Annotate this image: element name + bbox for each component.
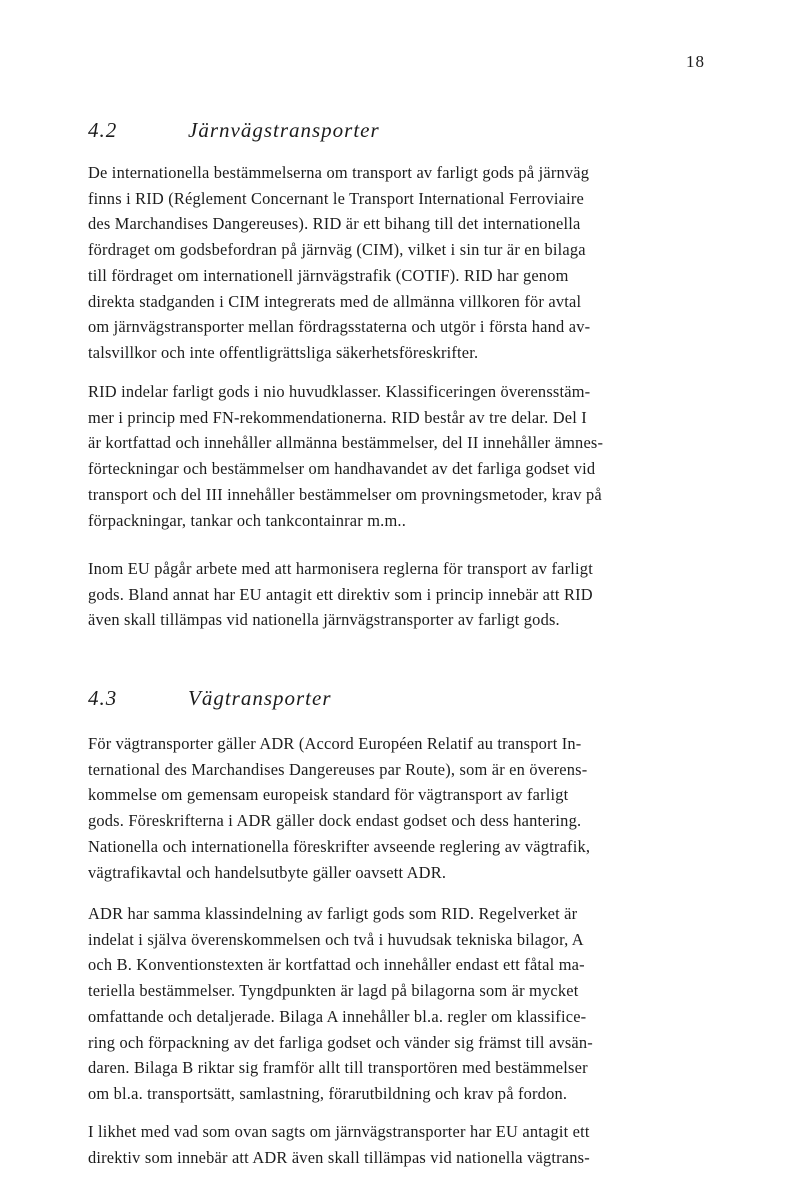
paragraph-line: ring och förpackning av det farliga godset och vänder sig främst till avsän- [88,1032,593,1052]
paragraph-line: indelat i själva överenskommelsen och två i huvudsak tekniska bilagor, A [88,929,584,949]
page-number: 18 [686,52,705,71]
section-number: 4.2 [88,118,118,142]
paragraph-line: De internationella bestämmelserna om transport av farligt gods på järnväg [88,163,590,182]
paragraph-line: daren. Bilaga B riktar sig framför allt till transportören med bestämmelser [88,1058,588,1078]
paragraph-line: Inom EU pågår arbete med att harmonisera reglerna för transport av farligt [88,559,593,578]
paragraph-line: fördraget om godsbefordran på järnväg (CIM), vilket i sin tur är en bilaga [88,240,586,260]
paragraph-line: transport och del III innehåller bestämmelser om provningsmetoder, krav på [88,484,602,504]
paragraph-line: ADR har samma klassindelning av farligt gods som RID. Regelverket är [88,904,578,923]
paragraph [88,901,708,1107]
section-number: 4.3 [88,686,118,710]
paragraph-line: och B. Konventionstexten är kortfattad och innehåller endast ett fåtal ma- [88,955,585,975]
paragraph-line: vägtrafikavtal och handelsutbyte gäller oavsett ADR. [88,862,447,882]
paragraph-line: gods. Föreskrifterna i ADR gäller dock endast godset och dess hantering. [88,811,582,831]
paragraph-line: förteckningar och bestämmelser om handhavandet av det farliga godset vid [88,459,596,479]
section-title: Vägtransporter [188,686,332,710]
paragraph-line: ternational des Marchandises Dangereuses par Route), som är en överens- [88,759,588,779]
paragraph-line: förpackningar, tankar och tankcontainrar m.m.. [88,510,407,530]
paragraph [88,379,708,533]
section-title: Järnvägstransporter [188,118,380,142]
paragraph-line: teriella bestämmelser. Tyngdpunkten är lagd på bilagorna som är mycket [88,981,579,1001]
paragraph [88,160,708,366]
paragraph-line: finns i RID (Réglement Concernant le Transport International Ferroviaire [88,188,584,208]
paragraph-line: om bl.a. transportsätt, samlastning, förarutbildning och krav på fordon. [88,1083,568,1103]
paragraph [88,1119,708,1170]
paragraph-line: För vägtransporter gäller ADR (Accord Européen Relatif au transport In- [88,734,582,753]
paragraph-line: RID indelar farligt gods i nio huvudklasser. Klassificeringen överensstäm- [88,382,591,401]
paragraph-line: I likhet med vad som ovan sagts om järnvägstransporter har EU antagit ett [88,1122,590,1141]
paragraph-line: des Marchandises Dangereuses). RID är ett bihang till det internationella [88,214,581,234]
paragraph-line: om järnvägstransporter mellan fördragsstaterna och utgör i första hand av- [88,317,591,337]
paragraph-line: är kortfattad och innehåller allmänna bestämmelser, del II innehåller ämnes- [88,433,604,453]
paragraph [88,731,708,885]
paragraph-line: direktiv som innebär att ADR även skall tillämpas vid nationella vägtrans- [88,1147,590,1167]
paragraph-line: direkta stadganden i CIM integrerats med de allmänna villkoren för avtal [88,291,582,311]
paragraph-line: till fördraget om internationell järnvägstrafik (COTIF). RID har genom [88,265,569,285]
paragraph [88,556,708,633]
paragraph-line: kommelse om gemensam europeisk standard för vägtransport av farligt [88,785,569,805]
section-heading [88,118,380,143]
paragraph-line: mer i princip med FN-rekommendationerna. RID består av tre delar. Del I [88,407,587,427]
paragraph-line: talsvillkor och inte offentligrättsliga säkerhetsföreskrifter. [88,342,479,362]
paragraph-line: Nationella och internationella föreskrifter avseende reglering av vägtrafik, [88,836,591,856]
section-heading [88,686,332,711]
paragraph-line: även skall tillämpas vid nationella järnvägstransporter av farligt gods. [88,610,560,630]
paragraph-line: gods. Bland annat har EU antagit ett direktiv som i princip innebär att RID [88,584,593,604]
paragraph-line: omfattande och detaljerade. Bilaga A innehåller bl.a. regler om klassifice- [88,1006,587,1026]
